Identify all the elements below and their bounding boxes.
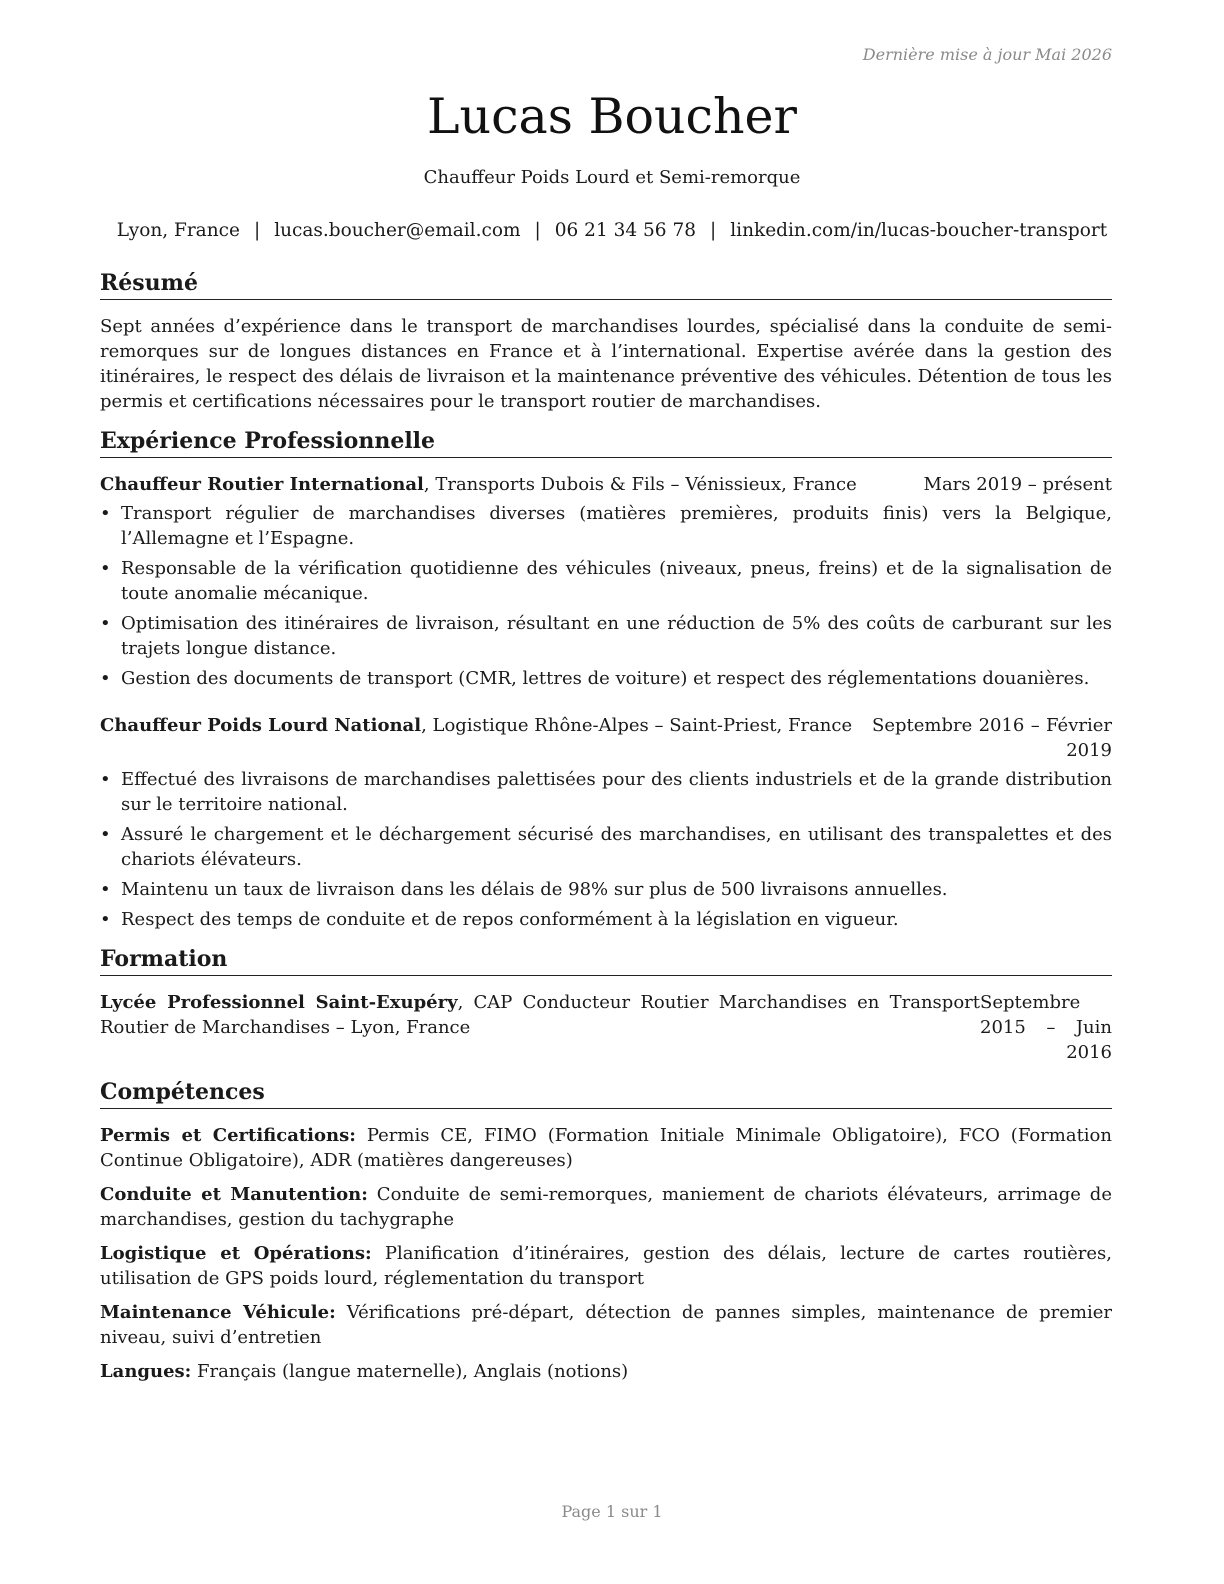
job-dates: Septembre 2016 – Février 2019 — [872, 715, 1112, 761]
list-item — [100, 822, 1112, 872]
skill-row — [100, 1123, 1112, 1173]
section-heading: Compétences — [100, 1077, 1112, 1109]
bullet-text: Responsable de la vérification quotidienne des véhicules (niveaux, pneus, freins) et de la signalisation de toute anomalie mécanique. — [121, 558, 1112, 604]
skill-row — [100, 1182, 1112, 1232]
bullet-icon: • — [100, 558, 111, 579]
list-item — [100, 877, 1112, 902]
list-item — [100, 556, 1112, 606]
education-entry — [100, 990, 1112, 1065]
bullet-text: Transport régulier de marchandises diverses (matières premières, produits finis) vers la Belgique, l’Allemagne et l’Espagne. — [121, 503, 1112, 549]
list-item — [100, 501, 1112, 551]
list-item — [100, 907, 1112, 932]
bullet-icon: • — [100, 909, 111, 930]
summary-section — [100, 268, 1112, 414]
section-heading: Résumé — [100, 268, 1112, 300]
job-position — [100, 713, 852, 763]
job-dates: Mars 2019 – présent — [923, 474, 1112, 495]
bullet-text: Assuré le chargement et le déchargement sécurisé des marchandises, en utilisant des transpalettes et des chariots élévateurs. — [121, 824, 1112, 870]
education-section — [100, 944, 1112, 1065]
skill-value: Conduite de semi-remorques, maniement de chariots élévateurs, arrimage de marchandises, gestion du tachygraphe — [100, 1184, 1112, 1230]
contact-email[interactable]: lucas.boucher@email.com — [274, 220, 521, 241]
contact-separator: | — [253, 220, 261, 241]
skill-row — [100, 1241, 1112, 1291]
contact-line — [0, 220, 1224, 241]
job-company: , Transports Dubois & Fils – Vénissieux, France — [423, 474, 857, 495]
school-name: Lycée Professionnel Saint-Exupéry — [100, 992, 458, 1013]
skill-value: Planification d’itinéraires, gestion des délais, lecture de cartes routières, utilisation de GPS poids lourd, réglementation du transport — [100, 1243, 1113, 1289]
resume-content — [100, 268, 1112, 1396]
job-position — [100, 472, 857, 497]
experience-section — [100, 426, 1112, 932]
job-title: Chauffeur Poids Lourd et Semi-remorque — [423, 167, 801, 188]
skill-row — [100, 1359, 1112, 1384]
bullet-icon: • — [100, 879, 111, 900]
education-dates: Septembre 2015 – Juin 2016 — [980, 992, 1112, 1063]
skill-label: Maintenance Véhicule: — [100, 1302, 336, 1323]
skill-row — [100, 1300, 1112, 1350]
job-entry — [100, 472, 1112, 691]
section-heading: Formation — [100, 944, 1112, 976]
bullet-text: Gestion des documents de transport (CMR, lettres de voiture) et respect des réglementations douanières. — [121, 668, 1090, 689]
bullet-icon: • — [100, 503, 111, 524]
list-item — [100, 767, 1112, 817]
job-role: Chauffeur Poids Lourd National — [100, 715, 422, 736]
section-heading: Expérience Professionnelle — [100, 426, 1112, 458]
skill-label: Langues: — [100, 1361, 192, 1382]
job-entry — [100, 713, 1112, 932]
job-header — [100, 472, 1112, 497]
summary-text: Sept années d’expérience dans le transport de marchandises lourdes, spécialisé dans la conduite de semi-remorques sur de longues distances en France et à l’international. Expertise avérée dans la gestion des itinéraires, le respect des délais de livraison et la maintenance préventive des véhicules. Détention de tous les permis et certifications nécessaires pour le transport routier de marchandises. — [100, 316, 1112, 412]
bullet-icon: • — [100, 613, 111, 634]
bullet-icon: • — [100, 668, 111, 689]
list-item — [100, 666, 1112, 691]
skills-section — [100, 1077, 1112, 1384]
candidate-name: Lucas Boucher — [427, 88, 797, 145]
job-role: Chauffeur Routier International — [100, 474, 424, 495]
job-header — [100, 713, 1112, 763]
contact-phone: 06 21 34 56 78 — [554, 220, 696, 241]
education-institution — [100, 990, 980, 1065]
bullet-text: Respect des temps de conduite et de repos conformément à la législation en vigueur. — [121, 909, 899, 930]
bullet-icon: • — [100, 769, 111, 790]
skill-label: Logistique et Opérations: — [100, 1243, 372, 1264]
bullet-text: Optimisation des itinéraires de livraison, résultant en une réduction de 5% des coûts de carburant sur les trajets longue distance. — [121, 613, 1112, 659]
page-number: Page 1 sur 1 — [561, 1502, 663, 1521]
list-item — [100, 611, 1112, 661]
last-updated: Dernière mise à jour Mai 2026 — [862, 45, 1112, 64]
contact-separator: | — [534, 220, 541, 241]
job-bullets — [100, 767, 1112, 932]
contact-separator: | — [710, 220, 717, 241]
job-company: , Logistique Rhône-Alpes – Saint-Priest, France — [421, 715, 853, 736]
contact-linkedin[interactable]: linkedin.com/in/lucas-boucher-transport — [730, 220, 1108, 241]
bullet-text: Maintenu un taux de livraison dans les délais de 98% sur plus de 500 livraisons annuelles. — [121, 879, 948, 900]
contact-location: Lyon, France — [116, 220, 240, 241]
job-bullets — [100, 501, 1112, 691]
skill-label: Conduite et Manutention: — [100, 1184, 368, 1205]
skill-value: Français (langue maternelle), Anglais (notions) — [191, 1361, 629, 1382]
skill-value: Permis CE, FIMO (Formation Initiale Minimale Obligatoire), FCO (Formation Continue Obligatoire), ADR (matières dangereuses) — [100, 1125, 1112, 1171]
education-details: , CAP Conducteur Routier Marchandises en Transport Routier de Marchandises – Lyon, France — [100, 992, 980, 1038]
bullet-text: Effectué des livraisons de marchandises palettisées pour des clients industriels et de la grande distribution sur le territoire national. — [121, 769, 1112, 815]
bullet-icon: • — [100, 824, 111, 845]
skill-value: Vérifications pré-départ, détection de pannes simples, maintenance de premier niveau, suivi d’entretien — [100, 1302, 1113, 1348]
skill-label: Permis et Certifications: — [100, 1125, 356, 1146]
